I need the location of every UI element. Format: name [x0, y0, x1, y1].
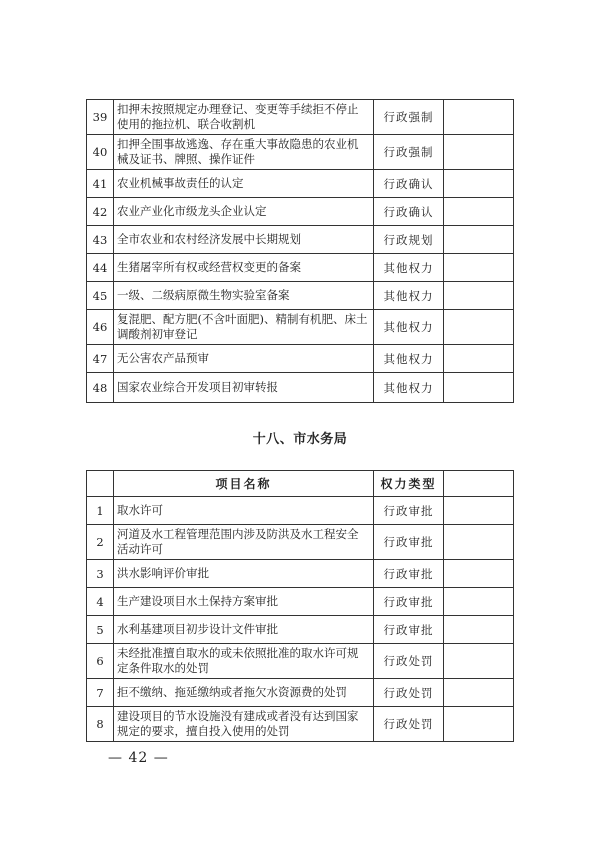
power-type: 行政强制: [374, 100, 444, 135]
table-row: [87, 707, 514, 742]
row-number: 5: [87, 616, 114, 644]
header-cell-extra: [444, 471, 514, 497]
empty-cell: [444, 254, 514, 282]
power-type: 其他权力: [374, 345, 444, 373]
power-type: 其他权力: [374, 373, 444, 403]
empty-cell: [444, 310, 514, 345]
table-row: [87, 170, 514, 198]
empty-cell: [444, 679, 514, 707]
item-name: 拒不缴纳、拖延缴纳或者拖欠水资源费的处罚: [114, 679, 374, 707]
row-number: 3: [87, 560, 114, 588]
empty-cell: [444, 100, 514, 135]
table-row: [87, 525, 514, 560]
row-number: 8: [87, 707, 114, 742]
empty-cell: [444, 560, 514, 588]
power-type: 其他权力: [374, 282, 444, 310]
power-type: 行政审批: [374, 560, 444, 588]
row-number: 7: [87, 679, 114, 707]
row-number: 1: [87, 497, 114, 525]
power-type: 行政规划: [374, 226, 444, 254]
row-number: 39: [87, 100, 114, 135]
power-type: 其他权力: [374, 310, 444, 345]
empty-cell: [444, 170, 514, 198]
row-number: 43: [87, 226, 114, 254]
table-header-row: [87, 471, 514, 497]
item-name: 复混肥、配方肥(不含叶面肥)、精制有机肥、床土调酸剂初审登记: [114, 310, 374, 345]
empty-cell: [444, 282, 514, 310]
section-title: 十八、市水务局: [252, 432, 348, 447]
power-type: 行政审批: [374, 588, 444, 616]
power-type: 行政处罚: [374, 679, 444, 707]
item-name: 生猪屠宰所有权或经营权变更的备案: [114, 254, 374, 282]
empty-cell: [444, 345, 514, 373]
row-number: 46: [87, 310, 114, 345]
row-number: 40: [87, 135, 114, 170]
table-row: [87, 100, 514, 135]
table-row: [87, 254, 514, 282]
item-name: 农业机械事故责任的认定: [114, 170, 374, 198]
header-cell-num: [87, 471, 114, 497]
item-name: 扣押未按照规定办理登记、变更等手续拒不停止使用的拖拉机、联合收割机: [114, 100, 374, 135]
table-row: [87, 345, 514, 373]
item-name: 水利基建项目初步设计文件审批: [114, 616, 374, 644]
table-row: [87, 644, 514, 679]
power-type: 其他权力: [374, 254, 444, 282]
row-number: 2: [87, 525, 114, 560]
item-name: 农业产业化市级龙头企业认定: [114, 198, 374, 226]
table-row: [87, 310, 514, 345]
empty-cell: [444, 525, 514, 560]
table-row: [87, 135, 514, 170]
row-number: 47: [87, 345, 114, 373]
header-cell-type: 权力类型: [374, 471, 444, 497]
power-list-table-agriculture: [86, 99, 514, 403]
table-row: [87, 282, 514, 310]
item-name: 一级、二级病原微生物实验室备案: [114, 282, 374, 310]
empty-cell: [444, 226, 514, 254]
empty-cell: [444, 588, 514, 616]
power-type: 行政处罚: [374, 644, 444, 679]
table-row: [87, 588, 514, 616]
table-row: [87, 226, 514, 254]
item-name: 国家农业综合开发项目初审转报: [114, 373, 374, 403]
page-number: — 42 —: [108, 750, 169, 766]
empty-cell: [444, 707, 514, 742]
empty-cell: [444, 135, 514, 170]
item-name: 洪水影响评价审批: [114, 560, 374, 588]
power-type: 行政审批: [374, 497, 444, 525]
table-row: [87, 373, 514, 403]
table-row: [87, 560, 514, 588]
item-name: 未经批准擅自取水的或未依照批准的取水许可规定条件取水的处罚: [114, 644, 374, 679]
empty-cell: [444, 644, 514, 679]
table-row: [87, 616, 514, 644]
row-number: 48: [87, 373, 114, 403]
row-number: 44: [87, 254, 114, 282]
power-type: 行政处罚: [374, 707, 444, 742]
item-name: 河道及水工程管理范围内涉及防洪及水工程安全活动许可: [114, 525, 374, 560]
power-type: 行政强制: [374, 135, 444, 170]
empty-cell: [444, 373, 514, 403]
item-name: 全市农业和农村经济发展中长期规划: [114, 226, 374, 254]
empty-cell: [444, 497, 514, 525]
item-name: 扣押全围事故逃逸、存在重大事故隐患的农业机械及证书、牌照、操作证件: [114, 135, 374, 170]
power-type: 行政确认: [374, 198, 444, 226]
table-row: [87, 198, 514, 226]
row-number: 41: [87, 170, 114, 198]
item-name: 建设项目的节水设施没有建成或者没有达到国家规定的要求，擅自投入使用的处罚: [114, 707, 374, 742]
row-number: 42: [87, 198, 114, 226]
power-type: 行政审批: [374, 525, 444, 560]
empty-cell: [444, 198, 514, 226]
row-number: 45: [87, 282, 114, 310]
item-name: 取水许可: [114, 497, 374, 525]
table-row: [87, 679, 514, 707]
header-cell-name: 项目名称: [114, 471, 374, 497]
power-type: 行政审批: [374, 616, 444, 644]
power-type: 行政确认: [374, 170, 444, 198]
table-row: [87, 497, 514, 525]
power-list-table-water: [86, 470, 514, 742]
item-name: 无公害农产品预审: [114, 345, 374, 373]
row-number: 4: [87, 588, 114, 616]
empty-cell: [444, 616, 514, 644]
item-name: 生产建设项目水土保持方案审批: [114, 588, 374, 616]
row-number: 6: [87, 644, 114, 679]
